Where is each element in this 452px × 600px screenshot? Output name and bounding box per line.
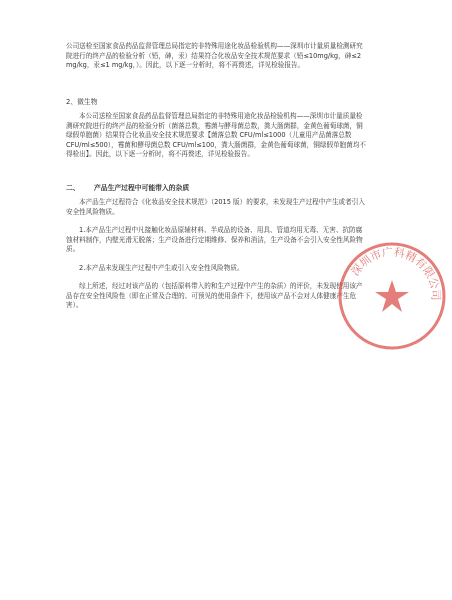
seal-star-icon [375,280,409,312]
production-item-1: 1.本产品生产过程中凡接触化妆品原辅材料、半成品的设备、用具、管道均用无毒、无害、抗防腐蚀材料制作，内壁光滑无脱落；生产设备进行定期维修、保养和消洁，生产设备不会引入安全性风险物质。 [66,226,363,254]
section-2-title: 产品生产过程中可能带入的杂质 [94,184,190,192]
section-2-intro: 本产品生产过程符合《化妆品安全技术规范》（2015 版）的要求，未发现生产过程中产生或者引入安全性风险物质。 [66,198,365,216]
seal-text: 深圳市广科精有限公司 [348,245,443,301]
microbe-paragraph: 本公司送检至国家食品药品监督管理总局指定的非特殊用途化妆品检验机构——深圳市计量质量检测研究院进行的终产品的检验分析（菌落总数，霉菌与酵母菌总数，粪大肠菌群，金黄色葡萄球菌，铜绿假单胞菌）结果符合化妆品安全技术规范要求【菌落总数 CFU/ml≤1000（儿童用产品菌落总数 CFU/ml≤500），霉菌和酵母菌总数 CFU/ml≤100，粪大肠菌群，金黄色葡萄球菌，铜绿假单胞菌均不得检出】。因此，以下逐一分析时，将不再赘述，详见检验报告。 [66,112,367,159]
section-2-number: 二、 [66,184,80,192]
company-seal [332,236,452,356]
heavy-metal-paragraph: 公司送检至国家食品药品监督管理总局指定的非特殊用途化妆品检验机构——深圳市计量质量检测研究院进行的终产品的检验分析（铅，砷，汞）结果符合化妆品安全技术规范要求（铅≤10mg/kg，砷≤2 mg/kg，汞≤1 mg/kg，）。因此，以下逐一分析时，将不再赘述，详见检验报告。 [66,42,363,70]
conclusion-paragraph: 综上所述，经过对该产品的（包括原料带入的和生产过程中产生的杂质）的评价，未发现使用该产品存在安全性风险性（即在正常及合理的、可预见的使用条件下，使用该产品不会对人体健康产生危害）。 [66,282,363,310]
production-item-2: 2.本产品未发现生产过程中产生或引入安全性风险物质。 [79,264,244,272]
microbe-heading: 2、微生物 [66,98,98,106]
